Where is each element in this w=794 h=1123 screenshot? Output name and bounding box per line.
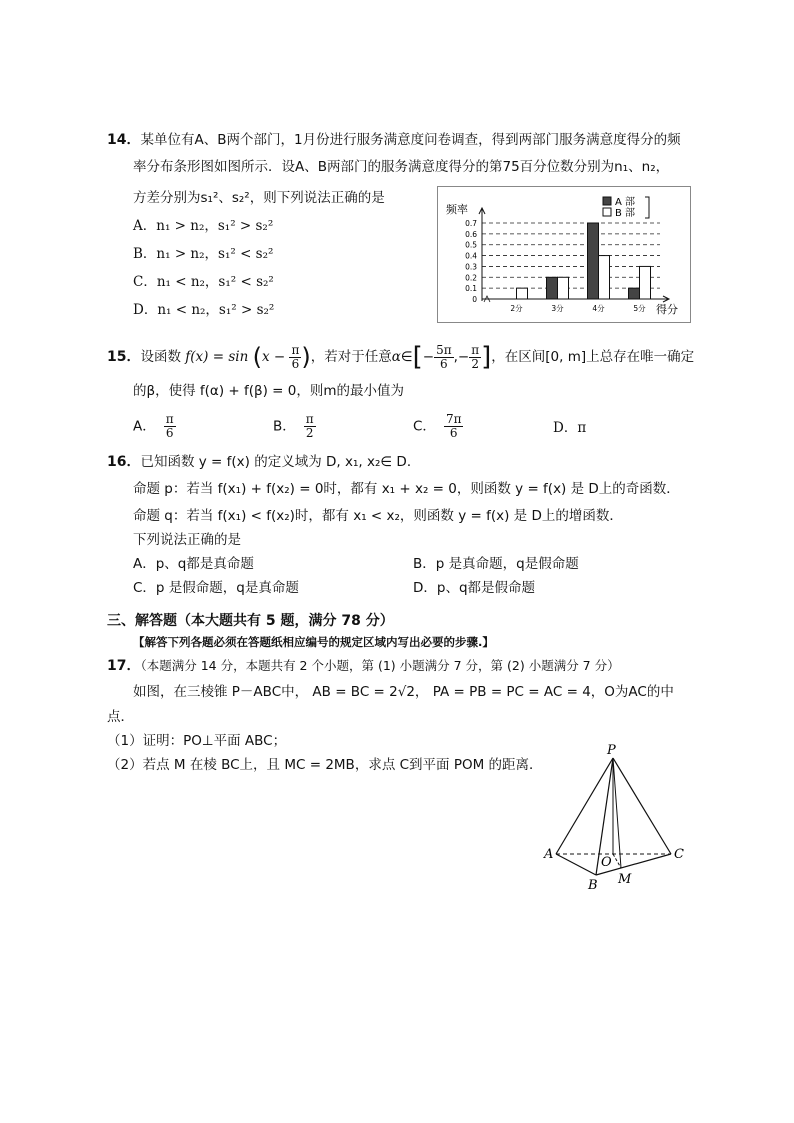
bar-b [599, 256, 610, 299]
q16-option-b: B．p 是真命题，q是假命题 [413, 556, 579, 572]
q15-option-a: A． $\frac{\pi}{6}$ [133, 412, 174, 440]
x-tick-label: 3分 [551, 304, 564, 313]
x-axis-label: 得分 [656, 303, 678, 316]
bar-b [517, 288, 528, 299]
legend-swatch-b [603, 208, 611, 216]
q15-option-c: C． $\frac{7\pi}{6}$ [413, 412, 462, 440]
y-tick-label: 0.2 [465, 273, 477, 283]
q14-line3: 方差分别为s₁²、s₂²，则下列说法正确的是 [133, 190, 385, 206]
bar-b [640, 266, 651, 299]
q16-option-c: C．p 是假命题，q是真命题 [133, 580, 299, 596]
y-tick-label: 0.6 [465, 229, 477, 239]
q15-line2: 的β，使得 f(α) + f(β) = 0，则m的最小值为 [133, 383, 405, 399]
q17-line2: 点． [107, 709, 134, 725]
bar-b [558, 277, 569, 299]
q14-option-c: C．n₁ < n₂，s₁² < s₂² [133, 274, 274, 290]
bar-a [629, 288, 640, 299]
legend-label-a: A 部 [615, 197, 636, 208]
label-a: A [544, 847, 554, 862]
paren-left: ( [252, 343, 262, 371]
legend-label-b: B 部 [615, 208, 636, 219]
y-tick-label: 0.5 [465, 240, 477, 250]
label-o: O [601, 855, 612, 870]
bracket-left: [ [412, 342, 423, 372]
q14-option-d: D．n₁ < n₂，s₁² > s₂² [133, 302, 275, 318]
legend-swatch-a [603, 197, 611, 205]
q16-line4: 下列说法正确的是 [133, 532, 241, 548]
edge-ab [556, 854, 596, 875]
x-tick-label: 5分 [633, 304, 646, 313]
edge-pc [613, 758, 671, 854]
paren-right: ) [301, 343, 311, 371]
bar-chart-frame [437, 186, 691, 323]
x-tick-label: 2分 [510, 304, 523, 313]
q16-option-a: A．p、q都是真命题 [133, 556, 254, 572]
bracket-right: ] [481, 342, 492, 372]
label-b: B [588, 878, 598, 893]
y-tick-label: 0.7 [465, 219, 477, 228]
q14-line1: 14．某单位有A、B两个部门，1月份进行服务满意度问卷调查，得到两部门服务满意度得分的频 [107, 132, 681, 148]
q17-part1: （1）证明：PO⊥平面 ABC； [107, 733, 287, 749]
segment-pm [613, 758, 621, 868]
y-tick-label: 0 [472, 295, 477, 304]
label-m: M [618, 872, 632, 887]
q17-header: 17．（本题满分 14 分，本题共有 2 个小题，第 (1) 小题满分 7 分，第 (2) 小题满分 7 分） [107, 658, 620, 674]
y-axis-label: 频率 [446, 203, 468, 216]
q16-option-d: D．p、q都是假命题 [413, 580, 536, 596]
frac-pi-2: $\frac{\pi}{2}$ [471, 342, 480, 371]
q15-option-b: B． $\frac{\pi}{2}$ [273, 412, 314, 440]
q16-line2: 命题 p：若当 f(x₁) + f(x₂) = 0时，都有 x₁ + x₂ = 0，则函数 y = f(x) 是 D上的奇函数． [133, 481, 680, 497]
bar-a [588, 223, 599, 299]
q14-line2: 率分布条形图如图所示．设A、B两部门的服务满意度得分的第75百分位数分别为n₁、n₂， [133, 159, 670, 175]
section3-title: 三、解答题（本大题共有 5 题，满分 78 分） [107, 613, 394, 629]
bar-a [547, 277, 558, 299]
section3-note: 【解答下列各题必须在答题纸相应编号的规定区域内写出必要的步骤.】 [133, 635, 494, 649]
edge-pa [556, 758, 613, 854]
legend-bracket [645, 197, 649, 218]
pyramid-figure [540, 738, 700, 893]
q14-option-b: B．n₁ > n₂，s₁² < s₂² [133, 246, 274, 262]
y-tick-label: 0.3 [465, 262, 477, 272]
y-tick-label: 0.4 [465, 251, 477, 261]
q16-line3: 命题 q：若当 f(x₁) < f(x₂)时，都有 x₁ < x₂，则函数 y = f(x) 是 D上的增函数． [133, 508, 623, 524]
frac-pi-6: $\frac{\pi}{6}$ [291, 342, 300, 371]
frac-5pi-6: $\frac{5\pi}{6}$ [436, 342, 452, 371]
q14-text1: 某单位有A、B两个部门，1月份进行服务满意度问卷调查，得到两部门服务满意度得分的频 [140, 132, 681, 148]
bar-chart [438, 187, 690, 322]
q14-option-a: A．n₁ > n₂，s₁² > s₂² [133, 218, 274, 234]
label-p: P [607, 743, 616, 758]
q15-option-d: D．π [553, 420, 587, 436]
q17-part2: （2）若点 M 在棱 BC上，且 MC = 2MB，求点 C到平面 POM 的距离． [107, 757, 543, 773]
x-tick-label: 4分 [592, 304, 605, 313]
q17-line1: 如图，在三棱锥 P－ABC中， AB = BC = 2√2， PA = PB = PC = AC = 4，O为AC的中 [133, 684, 674, 700]
label-c: C [674, 847, 684, 862]
y-tick-label: 0.1 [465, 284, 477, 294]
q16-line1: 16．已知函数 y = f(x) 的定义域为 D, x₁, x₂∈ D． [107, 454, 421, 470]
q15-line1: 15．设函数 f(x) = sin (x − $\frac{\pi}{6}$ )，若对于任意α∈[− $\frac{5\pi}{6}$ ,− $\frac{\pi}{2}$ ]，在区间[0, m]上总存在唯一确定 [107, 342, 695, 372]
